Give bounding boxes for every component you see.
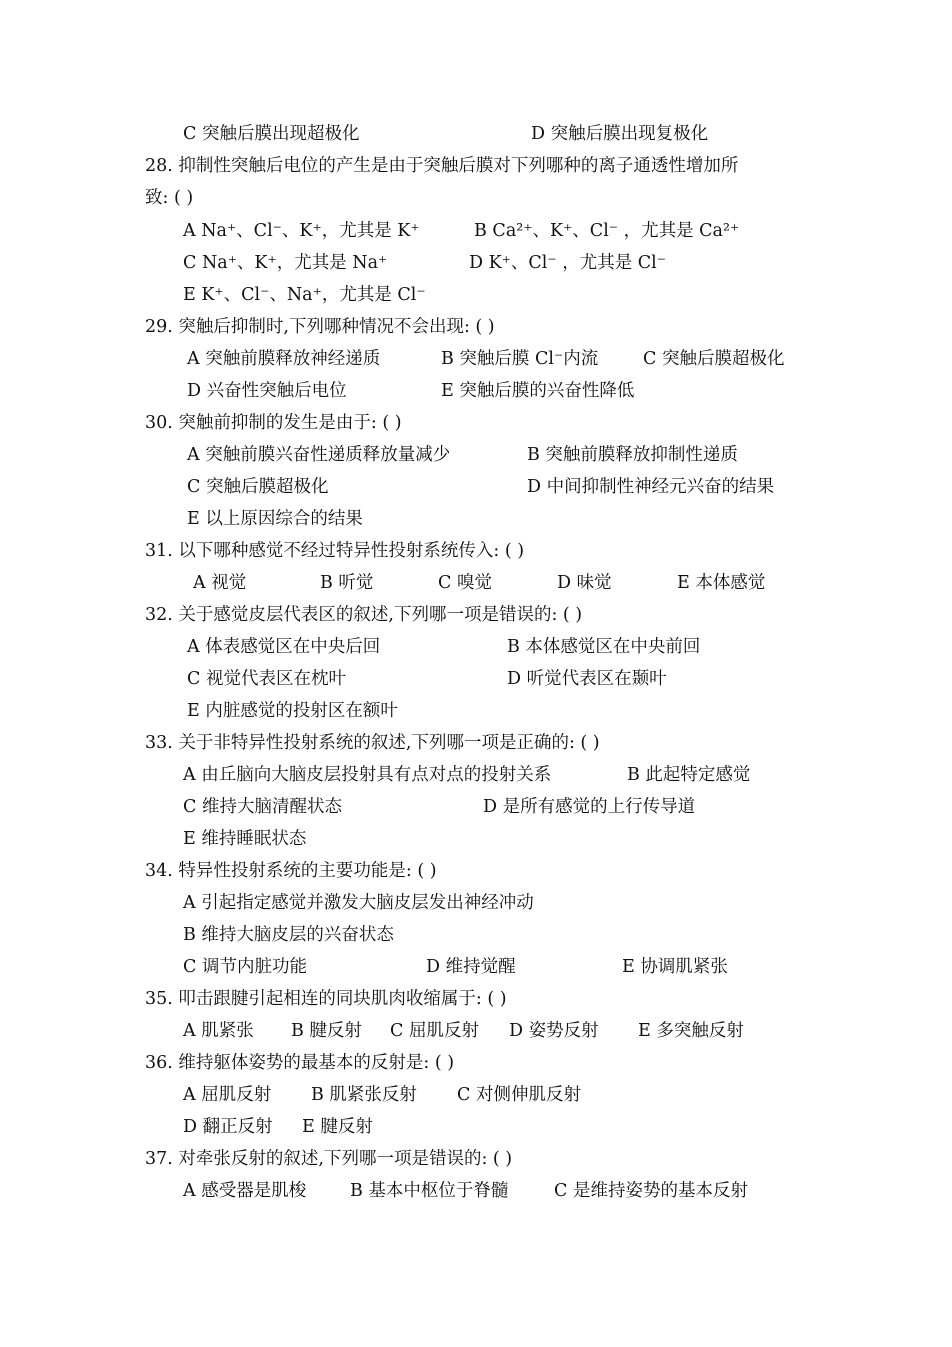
question-text: 35. 叩击跟腱引起相连的同块肌肉收缩属于: ( ) [145,989,507,1009]
option-b: B 突触前膜释放抑制性递质 [527,445,738,465]
option-c: C 嗅觉 [438,573,492,593]
option-d: D 听觉代表区在颞叶 [507,669,667,689]
option-e: E 多突触反射 [638,1021,744,1041]
question-30 [0,407,952,439]
option-b: B 基本中枢位于脊髓 [350,1181,509,1201]
option-line [0,1111,952,1143]
option-a: A 突触前膜兴奋性递质释放量减少 [187,445,451,465]
option-a: A 由丘脑向大脑皮层投射具有点对点的投射关系 [183,765,552,785]
question-text: 34. 特异性投射系统的主要功能是: ( ) [145,861,437,881]
question-31 [0,535,952,567]
option-line [0,247,952,279]
question-28-cont [0,182,952,214]
option-line [0,1175,952,1207]
option-line [0,1079,952,1111]
option-line [0,439,952,471]
option-d: D 维持觉醒 [426,957,516,977]
option-d: D 姿势反射 [509,1021,599,1041]
option-a: A 引起指定感觉并激发大脑皮层发出神经冲动 [183,893,534,913]
option-d: D 翻正反射 [183,1117,273,1137]
option-line [0,375,952,407]
option-b: B 维持大脑皮层的兴奋状态 [183,925,394,945]
option-c: C 突触后膜超极化 [187,477,329,497]
option-line [0,631,952,663]
option-a: A Na⁺、Cl⁻、K⁺，尤其是 K⁺ [183,221,420,241]
option-line [0,567,952,599]
option-c: C 调节内脏功能 [183,957,307,977]
option-e: E 本体感觉 [677,573,766,593]
option-line [0,1015,952,1047]
question-37 [0,1143,952,1175]
option-e: E K⁺、Cl⁻、Na⁺，尤其是 Cl⁻ [183,285,426,305]
question-29 [0,311,952,343]
option-d: D 味觉 [557,573,612,593]
option-d: D 是所有感觉的上行传导道 [483,797,696,817]
question-text: 29. 突触后抑制时,下列哪种情况不会出现: ( ) [145,317,495,337]
option-b: B 本体感觉区在中央前回 [507,637,701,657]
option-a: A 视觉 [193,573,247,593]
option-e: E 突触后膜的兴奋性降低 [441,381,635,401]
option-a: A 突触前膜释放神经递质 [187,349,381,369]
option-a: A 肌紧张 [183,1021,254,1041]
option-line [0,823,952,855]
option-d: D 中间抑制性神经元兴奋的结果 [527,477,775,497]
question-text: 32. 关于感觉皮层代表区的叙述,下列哪一项是错误的: ( ) [145,605,583,625]
option-c: C Na⁺、K⁺，尤其是 Na⁺ [183,253,388,273]
option-c: C 屈肌反射 [390,1021,479,1041]
option-d: D 突触后膜出现复极化 [531,124,709,144]
option-c: C 维持大脑清醒状态 [183,797,342,817]
question-35 [0,983,952,1015]
question-33 [0,727,952,759]
option-line [0,887,952,919]
option-line [0,118,952,150]
option-e: E 内脏感觉的投射区在额叶 [187,701,398,721]
option-b: B 此起特定感觉 [627,765,751,785]
question-28 [0,150,952,182]
option-line [0,695,952,727]
option-a: A 屈肌反射 [183,1085,272,1105]
option-b: B 腱反射 [291,1021,362,1041]
option-b: B Ca²⁺、K⁺、Cl⁻ ，尤其是 Ca²⁺ [474,221,740,241]
option-c: C 突触后膜出现超极化 [183,124,360,144]
question-text: 28. 抑制性突触后电位的产生是由于突触后膜对下列哪种的离子通透性增加所 [145,156,739,176]
option-b: B 突触后膜 Cl⁻内流 [441,349,599,369]
option-line [0,791,952,823]
option-c: C 视觉代表区在枕叶 [187,669,346,689]
option-e: E 腱反射 [302,1117,373,1137]
question-text: 33. 关于非特异性投射系统的叙述,下列哪一项是正确的: ( ) [145,733,600,753]
option-b: B 听觉 [320,573,374,593]
option-line [0,471,952,503]
option-a: A 感受器是肌梭 [183,1181,307,1201]
option-a: A 体表感觉区在中央后回 [187,637,381,657]
option-line [0,215,952,247]
option-e: E 维持睡眠状态 [183,829,307,849]
option-c: C 是维持姿势的基本反射 [554,1181,748,1201]
option-line [0,951,952,983]
option-d: D K⁺、Cl⁻ ，尤其是 Cl⁻ [469,253,666,273]
option-c: C 对侧伸肌反射 [457,1085,581,1105]
question-32 [0,599,952,631]
option-line [0,663,952,695]
question-text: 36. 维持躯体姿势的最基本的反射是: ( ) [145,1053,455,1073]
question-text: 37. 对牵张反射的叙述,下列哪一项是错误的: ( ) [145,1149,513,1169]
option-d: D 兴奋性突触后电位 [187,381,347,401]
option-line [0,279,952,311]
question-34 [0,855,952,887]
option-line [0,503,952,535]
option-e: E 以上原因综合的结果 [187,509,363,529]
question-text: 31. 以下哪种感觉不经过特异性投射系统传入: ( ) [145,541,525,561]
question-36 [0,1047,952,1079]
question-text: 致: ( ) [145,188,194,208]
option-e: E 协调肌紧张 [622,957,728,977]
option-c: C 突触后膜超极化 [643,349,785,369]
option-line [0,919,952,951]
option-b: B 肌紧张反射 [311,1085,417,1105]
option-line [0,759,952,791]
question-text: 30. 突触前抑制的发生是由于: ( ) [145,413,402,433]
option-line [0,343,952,375]
